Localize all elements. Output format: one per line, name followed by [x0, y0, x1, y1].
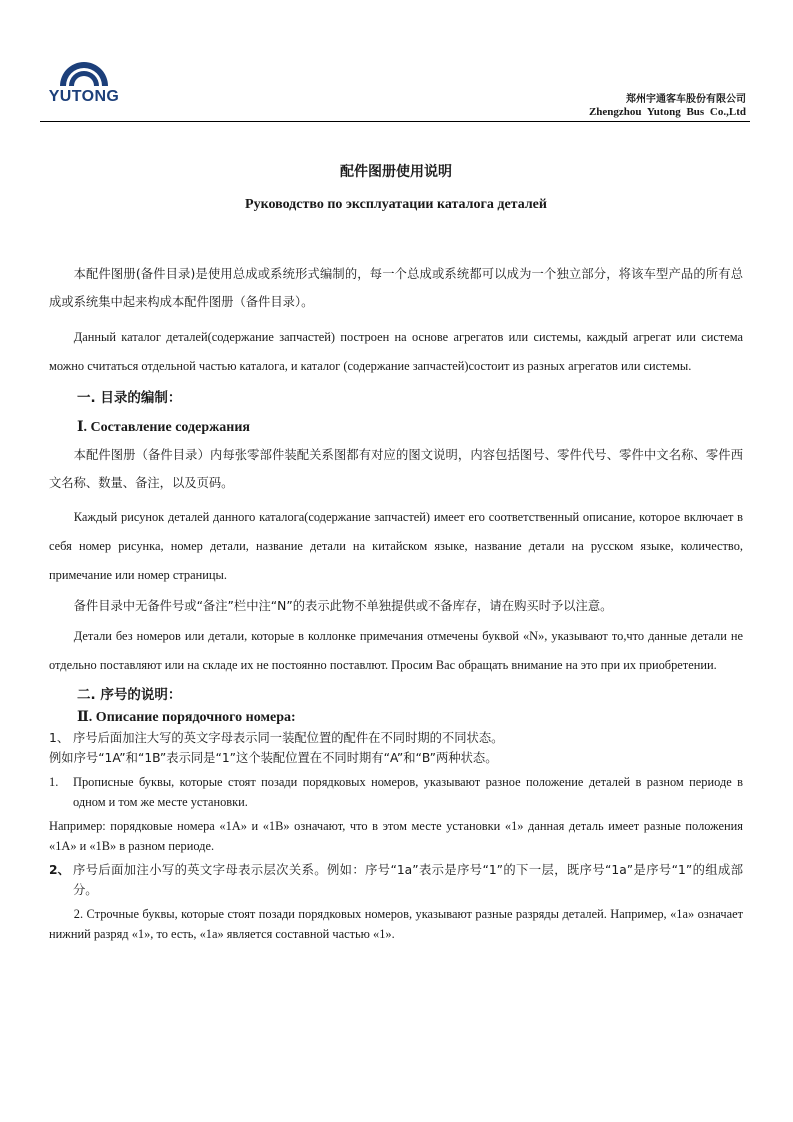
section-2-heading-ru: Ⅱ. Описание порядочного номера: [77, 710, 296, 725]
intro-paragraph-ru: Данный каталог деталей(содержание запчастей) построен на основе агрегатов или системы, каждый агрегат или система можно считаться отдельной частью каталога, и каталог (содержание запчастей)состоит из разных агрегатов или системы. [49, 330, 743, 373]
company-name-cn: 郑州宇通客车股份有限公司 [626, 94, 746, 105]
section-2-item-1-cn: 1、 序号后面加注大写的英文字母表示同一装配位置的配件在不同时期的不同状态。 [49, 731, 504, 745]
section-2-item-2-ru: 2. Строчные буквы, которые стоят позади порядковых номеров, указывают разные разряды деталей. Например, «1a» означает нижний разряд «1», то есть, «1a» является составной частью «1». [49, 907, 743, 941]
page-title-cn: 配件图册使用说明 [340, 164, 452, 180]
section-2-example-cn: 例如序号“1A”和“1B”表示同是“1”这个装配位置在不同时期有“A”和“B”两种状态。 [49, 751, 498, 765]
section-2-item-1-ru [49, 772, 743, 812]
list-text: 序号后面加注小写的英文字母表示层次关系。例如：序号“1a”表示是序号“1”的下一层，既序号“1a”是序号“1”的组成部分。 [73, 863, 743, 897]
section-2-heading-cn: 二. 序号的说明： [77, 687, 182, 703]
logo-text: YUTONG [48, 88, 120, 105]
document-body [49, 158, 743, 944]
list-number: 1. [49, 775, 59, 789]
logo-arcs-icon [58, 56, 110, 88]
yutong-logo [42, 56, 126, 112]
section-1-heading-ru: Ⅰ. Составление содержания [77, 420, 250, 435]
list-number: 2、 [49, 863, 70, 877]
section-1-heading-cn: 一. 目录的编制： [77, 390, 182, 406]
section-1-note-cn: 备件目录中无备件号或“备注”栏中注“N”的表示此物不单独提供或不备库存，请在购买时予以注意。 [73, 599, 613, 613]
section-1-paragraph-cn: 本配件图册（备件目录）内每张零部件装配关系图都有对应的图文说明，内容包括图号、零件代号、零件中文名称、零件西文名称、数量、备注，以及页码。 [49, 448, 743, 490]
section-1-paragraph-ru: Каждый рисунок деталей данного каталога(содержание запчастей) имеет его соответственный описание, которое включает в себя номер рисунка, номер детали, название детали на китайском языке, название детали на русском языке, количество, примечание или номер страницы. [49, 510, 743, 582]
section-2-example-ru: Например: порядковые номера «1A» и «1B» означают, что в этом месте установки «1» данная деталь имеет разные положения «1A» и «1B» в разном периоде. [49, 819, 743, 853]
section-1-note-ru: Детали без номеров или детали, которые в коллонке примечания отмечены буквой «N», указывают то,что данные детали не отдельно поставляют или на складе их не постоянно поставлют. Просим Вас обращать внимание на это при их приобретении. [49, 629, 743, 672]
intro-paragraph-cn: 本配件图册(备件目录)是使用总成或系统形式编制的，每一个总成或系统都可以成为一个独立部分，将该车型产品的所有总成或系统集中起来构成本配件图册（备件目录）。 [49, 267, 743, 309]
list-text: Прописные буквы, которые стоят позади порядковых номеров, указывают разное положение деталей в разном периоде в одном и том же месте установки. [73, 775, 743, 809]
page-title-ru: Руководство по эксплуатации каталога деталей [245, 197, 547, 212]
page-header [0, 0, 793, 126]
company-name-en: Zhengzhou Yutong Bus Co.,Ltd [588, 106, 746, 118]
header-divider [40, 121, 750, 122]
section-2-item-2-cn [49, 860, 743, 900]
